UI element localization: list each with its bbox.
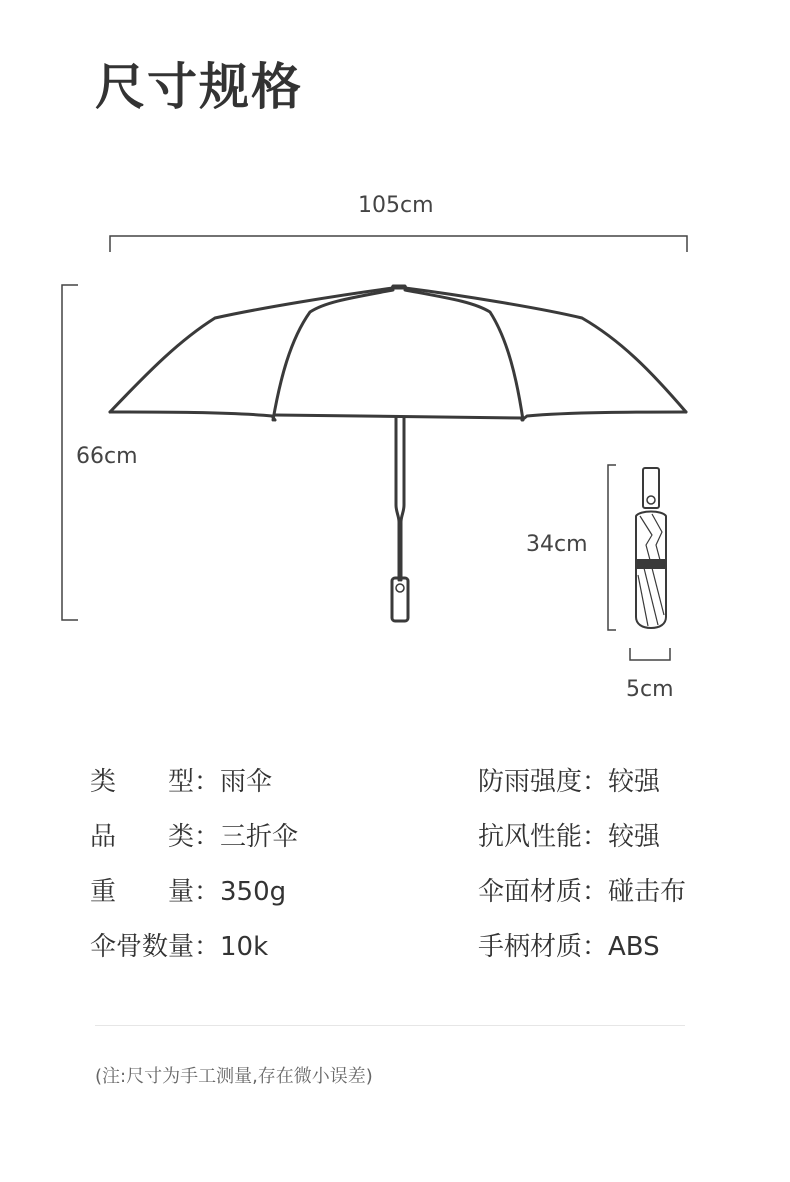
spec-wind-resistance [478, 820, 660, 854]
folded-length-bracket [608, 465, 616, 630]
spec-canopy-material [478, 875, 686, 909]
spec-value: 较强 [608, 767, 661, 797]
height-bracket [62, 285, 78, 620]
spec-value: ABS [608, 932, 660, 962]
spec-rib-count [90, 930, 268, 964]
spec-label: 类 型： [90, 767, 221, 797]
spec-value: 碰击布 [608, 877, 687, 907]
spec-category [90, 820, 298, 854]
spec-handle-material [478, 930, 660, 964]
spec-label: 抗风性能： [478, 822, 609, 852]
spec-value: 雨伞 [220, 767, 273, 797]
spec-label: 品 类： [90, 822, 221, 852]
measurement-note: (注:尺寸为手工测量,存在微小误差) [95, 1066, 373, 1087]
folded-umbrella-icon [636, 468, 666, 628]
divider [95, 1025, 685, 1026]
spec-type [90, 765, 272, 799]
spec-label: 手柄材质： [478, 932, 609, 962]
spec-label: 重 量： [90, 877, 221, 907]
spec-weight [90, 875, 286, 909]
spec-label: 防雨强度： [478, 767, 609, 797]
spec-label: 伞骨数量： [90, 932, 221, 962]
spec-rain-resistance [478, 765, 660, 799]
spec-value: 10k [220, 932, 269, 962]
spec-value: 较强 [608, 822, 661, 852]
spec-value: 三折伞 [220, 822, 299, 852]
spec-label: 伞面材质： [478, 877, 609, 907]
page-title: 尺寸规格 [95, 58, 303, 116]
spec-value: 350g [220, 877, 287, 907]
open-umbrella-icon [110, 286, 686, 621]
width-bracket [110, 236, 687, 252]
folded-width-label: 5cm [626, 677, 674, 702]
height-dimension-label: 66cm [76, 444, 138, 469]
folded-width-bracket [630, 648, 670, 660]
width-dimension-label: 105cm [358, 193, 434, 218]
folded-length-label: 34cm [526, 532, 588, 557]
